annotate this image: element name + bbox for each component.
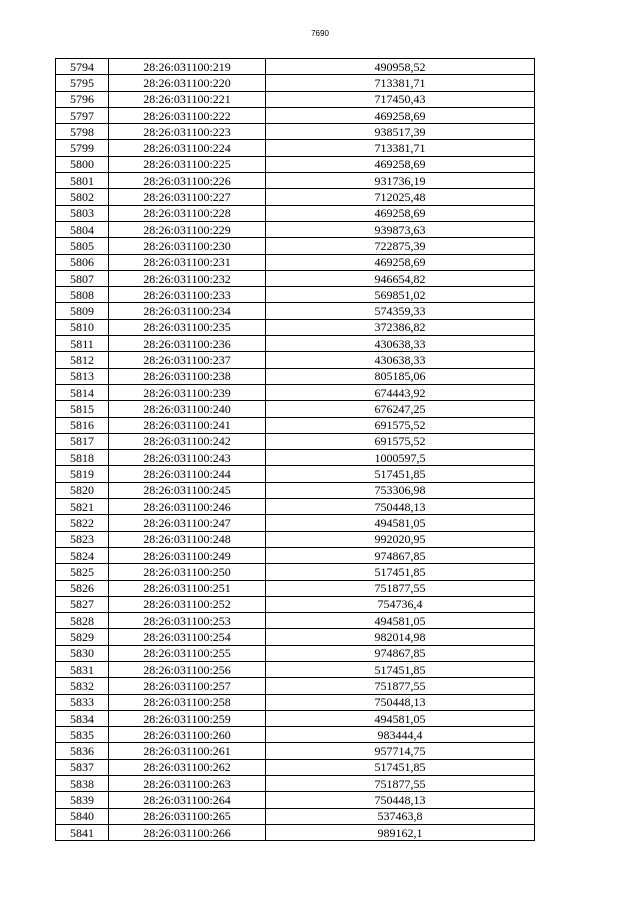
table-row (56, 824, 535, 840)
cadastral-number-cell: 28:26:031100:222 (109, 107, 266, 123)
cadastral-value-cell: 469258,69 (266, 205, 535, 221)
table-row (56, 417, 535, 433)
table-row (56, 596, 535, 612)
cadastral-value-cell: 1000597,5 (266, 450, 535, 466)
table-row (56, 727, 535, 743)
row-number-cell: 5832 (56, 678, 109, 694)
cadastral-number-cell: 28:26:031100:234 (109, 303, 266, 319)
cadastral-value-cell: 713381,71 (266, 140, 535, 156)
row-number-cell: 5823 (56, 531, 109, 547)
table-row (56, 384, 535, 400)
row-number-cell: 5796 (56, 91, 109, 107)
cadastral-number-cell: 28:26:031100:220 (109, 75, 266, 91)
cadastral-value-cell: 372386,82 (266, 319, 535, 335)
table-row (56, 221, 535, 237)
cadastral-number-cell: 28:26:031100:221 (109, 91, 266, 107)
row-number-cell: 5809 (56, 303, 109, 319)
cadastral-value-cell: 691575,52 (266, 417, 535, 433)
cadastral-number-cell: 28:26:031100:242 (109, 433, 266, 449)
row-number-cell: 5840 (56, 808, 109, 824)
cadastral-value-cell: 430638,33 (266, 352, 535, 368)
cadastral-number-cell: 28:26:031100:246 (109, 499, 266, 515)
cadastral-value-cell: 805185,06 (266, 368, 535, 384)
row-number-cell: 5838 (56, 776, 109, 792)
table-row (56, 580, 535, 596)
table-row (56, 156, 535, 172)
cadastral-number-cell: 28:26:031100:232 (109, 270, 266, 286)
cadastral-value-cell: 574359,33 (266, 303, 535, 319)
row-number-cell: 5835 (56, 727, 109, 743)
row-number-cell: 5812 (56, 352, 109, 368)
row-number-cell: 5811 (56, 336, 109, 352)
cadastral-number-cell: 28:26:031100:255 (109, 645, 266, 661)
cadastral-number-cell: 28:26:031100:244 (109, 466, 266, 482)
cadastral-value-cell: 517451,85 (266, 466, 535, 482)
table-row (56, 352, 535, 368)
cadastral-value-cell: 569851,02 (266, 287, 535, 303)
table-row (56, 645, 535, 661)
table-row (56, 661, 535, 677)
row-number-cell: 5801 (56, 173, 109, 189)
cadastral-value-cell: 537463,8 (266, 808, 535, 824)
cadastral-value-cell: 957714,75 (266, 743, 535, 759)
table-row (56, 450, 535, 466)
cadastral-value-cell: 753306,98 (266, 482, 535, 498)
cadastral-value-cell: 517451,85 (266, 759, 535, 775)
row-number-cell: 5817 (56, 433, 109, 449)
cadastral-number-cell: 28:26:031100:252 (109, 596, 266, 612)
table-row (56, 140, 535, 156)
cadastral-value-cell: 691575,52 (266, 433, 535, 449)
cadastral-number-cell: 28:26:031100:249 (109, 547, 266, 563)
cadastral-number-cell: 28:26:031100:227 (109, 189, 266, 205)
cadastral-number-cell: 28:26:031100:228 (109, 205, 266, 221)
cadastral-number-cell: 28:26:031100:248 (109, 531, 266, 547)
row-number-cell: 5824 (56, 547, 109, 563)
row-number-cell: 5807 (56, 270, 109, 286)
table-row (56, 547, 535, 563)
table-row (56, 743, 535, 759)
row-number-cell: 5829 (56, 629, 109, 645)
table-row (56, 107, 535, 123)
cadastral-number-cell: 28:26:031100:226 (109, 173, 266, 189)
cadastral-number-cell: 28:26:031100:261 (109, 743, 266, 759)
table-row (56, 189, 535, 205)
cadastral-number-cell: 28:26:031100:260 (109, 727, 266, 743)
table-row (56, 629, 535, 645)
table-row (56, 238, 535, 254)
row-number-cell: 5814 (56, 384, 109, 400)
cadastral-number-cell: 28:26:031100:256 (109, 661, 266, 677)
table-row (56, 368, 535, 384)
cadastral-number-cell: 28:26:031100:258 (109, 694, 266, 710)
row-number-cell: 5806 (56, 254, 109, 270)
cadastral-value-cell: 946654,82 (266, 270, 535, 286)
table-row (56, 336, 535, 352)
table-row (56, 466, 535, 482)
table-row (56, 401, 535, 417)
row-number-cell: 5827 (56, 596, 109, 612)
row-number-cell: 5805 (56, 238, 109, 254)
row-number-cell: 5821 (56, 499, 109, 515)
cadastral-value-cell: 939873,63 (266, 221, 535, 237)
row-number-cell: 5816 (56, 417, 109, 433)
table-row (56, 792, 535, 808)
cadastral-value-cell: 750448,13 (266, 792, 535, 808)
row-number-cell: 5837 (56, 759, 109, 775)
cadastral-number-cell: 28:26:031100:245 (109, 482, 266, 498)
row-number-cell: 5813 (56, 368, 109, 384)
cadastral-number-cell: 28:26:031100:254 (109, 629, 266, 645)
cadastral-value-cell: 717450,43 (266, 91, 535, 107)
cadastral-number-cell: 28:26:031100:219 (109, 59, 266, 75)
cadastral-value-cell: 469258,69 (266, 156, 535, 172)
row-number-cell: 5815 (56, 401, 109, 417)
row-number-cell: 5822 (56, 515, 109, 531)
cadastral-number-cell: 28:26:031100:235 (109, 319, 266, 335)
table-row (56, 531, 535, 547)
cadastral-value-cell: 751877,55 (266, 580, 535, 596)
cadastral-value-cell: 517451,85 (266, 661, 535, 677)
table-row (56, 808, 535, 824)
cadastral-number-cell: 28:26:031100:250 (109, 564, 266, 580)
row-number-cell: 5833 (56, 694, 109, 710)
row-number-cell: 5798 (56, 124, 109, 140)
cadastral-number-cell: 28:26:031100:266 (109, 824, 266, 840)
cadastral-value-cell: 722875,39 (266, 238, 535, 254)
cadastral-value-cell: 751877,55 (266, 678, 535, 694)
table-row (56, 59, 535, 75)
cadastral-number-cell: 28:26:031100:239 (109, 384, 266, 400)
cadastral-number-cell: 28:26:031100:247 (109, 515, 266, 531)
cadastral-number-cell: 28:26:031100:241 (109, 417, 266, 433)
table-row (56, 515, 535, 531)
cadastral-number-cell: 28:26:031100:265 (109, 808, 266, 824)
cadastral-number-cell: 28:26:031100:243 (109, 450, 266, 466)
cadastral-value-cell: 490958,52 (266, 59, 535, 75)
cadastral-number-cell: 28:26:031100:238 (109, 368, 266, 384)
row-number-cell: 5830 (56, 645, 109, 661)
cadastral-number-cell: 28:26:031100:231 (109, 254, 266, 270)
cadastral-number-cell: 28:26:031100:253 (109, 613, 266, 629)
table-row (56, 776, 535, 792)
row-number-cell: 5810 (56, 319, 109, 335)
table-row (56, 91, 535, 107)
row-number-cell: 5808 (56, 287, 109, 303)
cadastral-value-cell: 469258,69 (266, 254, 535, 270)
cadastral-number-cell: 28:26:031100:237 (109, 352, 266, 368)
row-number-cell: 5828 (56, 613, 109, 629)
cadastral-value-cell: 751877,55 (266, 776, 535, 792)
table-row (56, 564, 535, 580)
cadastral-value-cell: 494581,05 (266, 613, 535, 629)
table-row (56, 319, 535, 335)
row-number-cell: 5803 (56, 205, 109, 221)
cadastral-value-cell: 982014,98 (266, 629, 535, 645)
cadastral-value-cell: 750448,13 (266, 694, 535, 710)
cadastral-value-cell: 989162,1 (266, 824, 535, 840)
row-number-cell: 5802 (56, 189, 109, 205)
cadastral-value-table (55, 58, 535, 841)
cadastral-number-cell: 28:26:031100:264 (109, 792, 266, 808)
table-row (56, 433, 535, 449)
table-row (56, 254, 535, 270)
table-row (56, 205, 535, 221)
row-number-cell: 5820 (56, 482, 109, 498)
cadastral-value-cell: 713381,71 (266, 75, 535, 91)
table-row (56, 75, 535, 91)
page-number: 7690 (311, 29, 329, 38)
cadastral-value-cell: 974867,85 (266, 547, 535, 563)
cadastral-value-cell: 494581,05 (266, 710, 535, 726)
row-number-cell: 5818 (56, 450, 109, 466)
cadastral-number-cell: 28:26:031100:257 (109, 678, 266, 694)
table-row (56, 124, 535, 140)
row-number-cell: 5804 (56, 221, 109, 237)
row-number-cell: 5799 (56, 140, 109, 156)
cadastral-value-cell: 676247,25 (266, 401, 535, 417)
cadastral-number-cell: 28:26:031100:230 (109, 238, 266, 254)
table-row (56, 710, 535, 726)
cadastral-value-cell: 517451,85 (266, 564, 535, 580)
row-number-cell: 5836 (56, 743, 109, 759)
cadastral-number-cell: 28:26:031100:225 (109, 156, 266, 172)
cadastral-value-cell: 931736,19 (266, 173, 535, 189)
row-number-cell: 5797 (56, 107, 109, 123)
row-number-cell: 5794 (56, 59, 109, 75)
table-row (56, 482, 535, 498)
table-row (56, 678, 535, 694)
cadastral-value-cell: 992020,95 (266, 531, 535, 547)
cadastral-value-cell: 430638,33 (266, 336, 535, 352)
cadastral-number-cell: 28:26:031100:259 (109, 710, 266, 726)
cadastral-value-cell: 974867,85 (266, 645, 535, 661)
cadastral-number-cell: 28:26:031100:223 (109, 124, 266, 140)
cadastral-number-cell: 28:26:031100:251 (109, 580, 266, 596)
cadastral-value-cell: 983444,4 (266, 727, 535, 743)
cadastral-value-cell: 754736,4 (266, 596, 535, 612)
table-row (56, 173, 535, 189)
row-number-cell: 5795 (56, 75, 109, 91)
table-row (56, 270, 535, 286)
cadastral-value-cell: 712025,48 (266, 189, 535, 205)
cadastral-value-cell: 494581,05 (266, 515, 535, 531)
row-number-cell: 5825 (56, 564, 109, 580)
row-number-cell: 5834 (56, 710, 109, 726)
row-number-cell: 5819 (56, 466, 109, 482)
cadastral-value-cell: 938517,39 (266, 124, 535, 140)
row-number-cell: 5839 (56, 792, 109, 808)
cadastral-number-cell: 28:26:031100:236 (109, 336, 266, 352)
cadastral-value-cell: 469258,69 (266, 107, 535, 123)
cadastral-number-cell: 28:26:031100:224 (109, 140, 266, 156)
cadastral-number-cell: 28:26:031100:262 (109, 759, 266, 775)
cadastral-value-cell: 750448,13 (266, 499, 535, 515)
table-row (56, 287, 535, 303)
row-number-cell: 5841 (56, 824, 109, 840)
cadastral-value-cell: 674443,92 (266, 384, 535, 400)
cadastral-number-cell: 28:26:031100:233 (109, 287, 266, 303)
table-row (56, 613, 535, 629)
row-number-cell: 5826 (56, 580, 109, 596)
table-row (56, 759, 535, 775)
cadastral-number-cell: 28:26:031100:229 (109, 221, 266, 237)
cadastral-number-cell: 28:26:031100:240 (109, 401, 266, 417)
row-number-cell: 5831 (56, 661, 109, 677)
row-number-cell: 5800 (56, 156, 109, 172)
cadastral-number-cell: 28:26:031100:263 (109, 776, 266, 792)
table-row (56, 694, 535, 710)
table-row (56, 499, 535, 515)
table-body (56, 59, 535, 841)
table-row (56, 303, 535, 319)
